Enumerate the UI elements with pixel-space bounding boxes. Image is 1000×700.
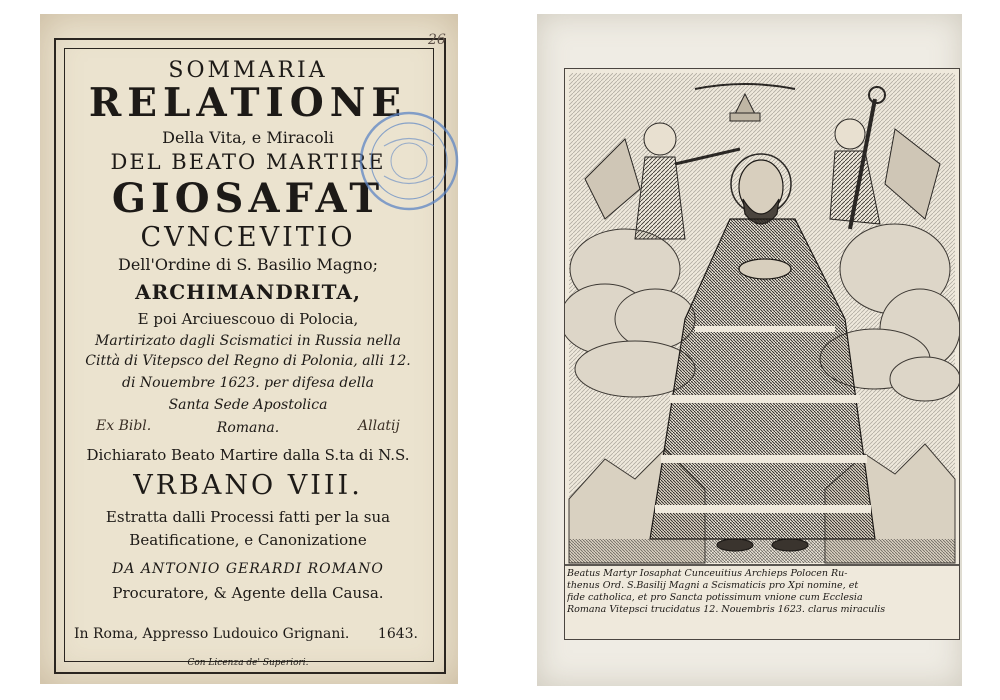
engraving-caption [567, 568, 955, 616]
handwritten-ex-bibl: Ex Bibl. [96, 418, 152, 434]
title-line-romana: Romana. [216, 420, 280, 436]
licenza-line: Con Licenza de' Superiori. [187, 658, 309, 668]
title-line-arciuescouo: E poi Arciuescouo di Polocia, [137, 310, 359, 328]
caption-line-2: thenus Ord. S.Basilij Magni a Scismaticis pro Xpi nomine, et [567, 580, 859, 591]
title-line-dichiarato: Dichiarato Beato Martire dalla S.ta di N.S. [86, 446, 410, 464]
title-line-beato-martire: DEL BEATO MARTIRE [110, 150, 386, 174]
title-line-santa-sede: Santa Sede Apostolica [168, 397, 328, 413]
title-line-estratta: Estratta dalli Processi fatti per la sua [105, 508, 391, 526]
title-line-ordine: Dell'Ordine di S. Basilio Magno; [118, 255, 378, 274]
imprint-place: In Roma, Appresso Ludouico Grignani. [74, 626, 350, 642]
caption-line-3: fide catholica, et pro Sancta potissimum vnione cum Ecclesia [567, 592, 863, 603]
title-line-citta: Città di Vitepsco del Regno di Polonia, alli 12. [85, 353, 411, 369]
title-line-urbano: VRBANO VIII. [133, 470, 363, 501]
title-page-content [40, 14, 458, 684]
handwritten-number: 26 [428, 32, 446, 48]
clouds-left [565, 229, 695, 397]
title-line-nouembre: di Nouembre 1623. per difesa della [122, 375, 374, 391]
title-line-cuncevitio: CVNCEVITIO [140, 222, 356, 253]
caption-line-4: Romana Vitepsci trucidatus 12. Nouembris 1623. clarus miraculis [567, 604, 886, 615]
title-line-sommaria: SOMMARIA [168, 58, 328, 83]
imprint-year: 1643. [377, 626, 418, 642]
title-line-relatione: RELATIONE [88, 80, 408, 126]
title-line-procuratore: Procuratore, & Agente della Causa. [112, 584, 384, 602]
imprint [74, 626, 418, 642]
title-line-beatificatione: Beatificatione, e Canonizatione [129, 531, 367, 549]
handwritten-signature: Allatij [358, 418, 400, 434]
title-line-martirizato: Martirizato dagli Scismatici in Russia nella [95, 333, 401, 349]
library-stamp-icon [354, 106, 464, 216]
title-line-author: DA ANTONIO GERARDI ROMANO [112, 561, 384, 577]
caption-line-1: Beatus Martyr Iosaphat Cunceuitius Archieps Polocen Ru- [567, 568, 848, 579]
title-line-giosafat: GIOSAFAT [111, 175, 385, 222]
engraving-illustration [565, 69, 959, 639]
engraving-plate [564, 68, 960, 640]
title-line-della-vita: Della Vita, e Miracoli [162, 128, 334, 147]
title-line-archimandrita: ARCHIMANDRITA, [135, 280, 361, 304]
